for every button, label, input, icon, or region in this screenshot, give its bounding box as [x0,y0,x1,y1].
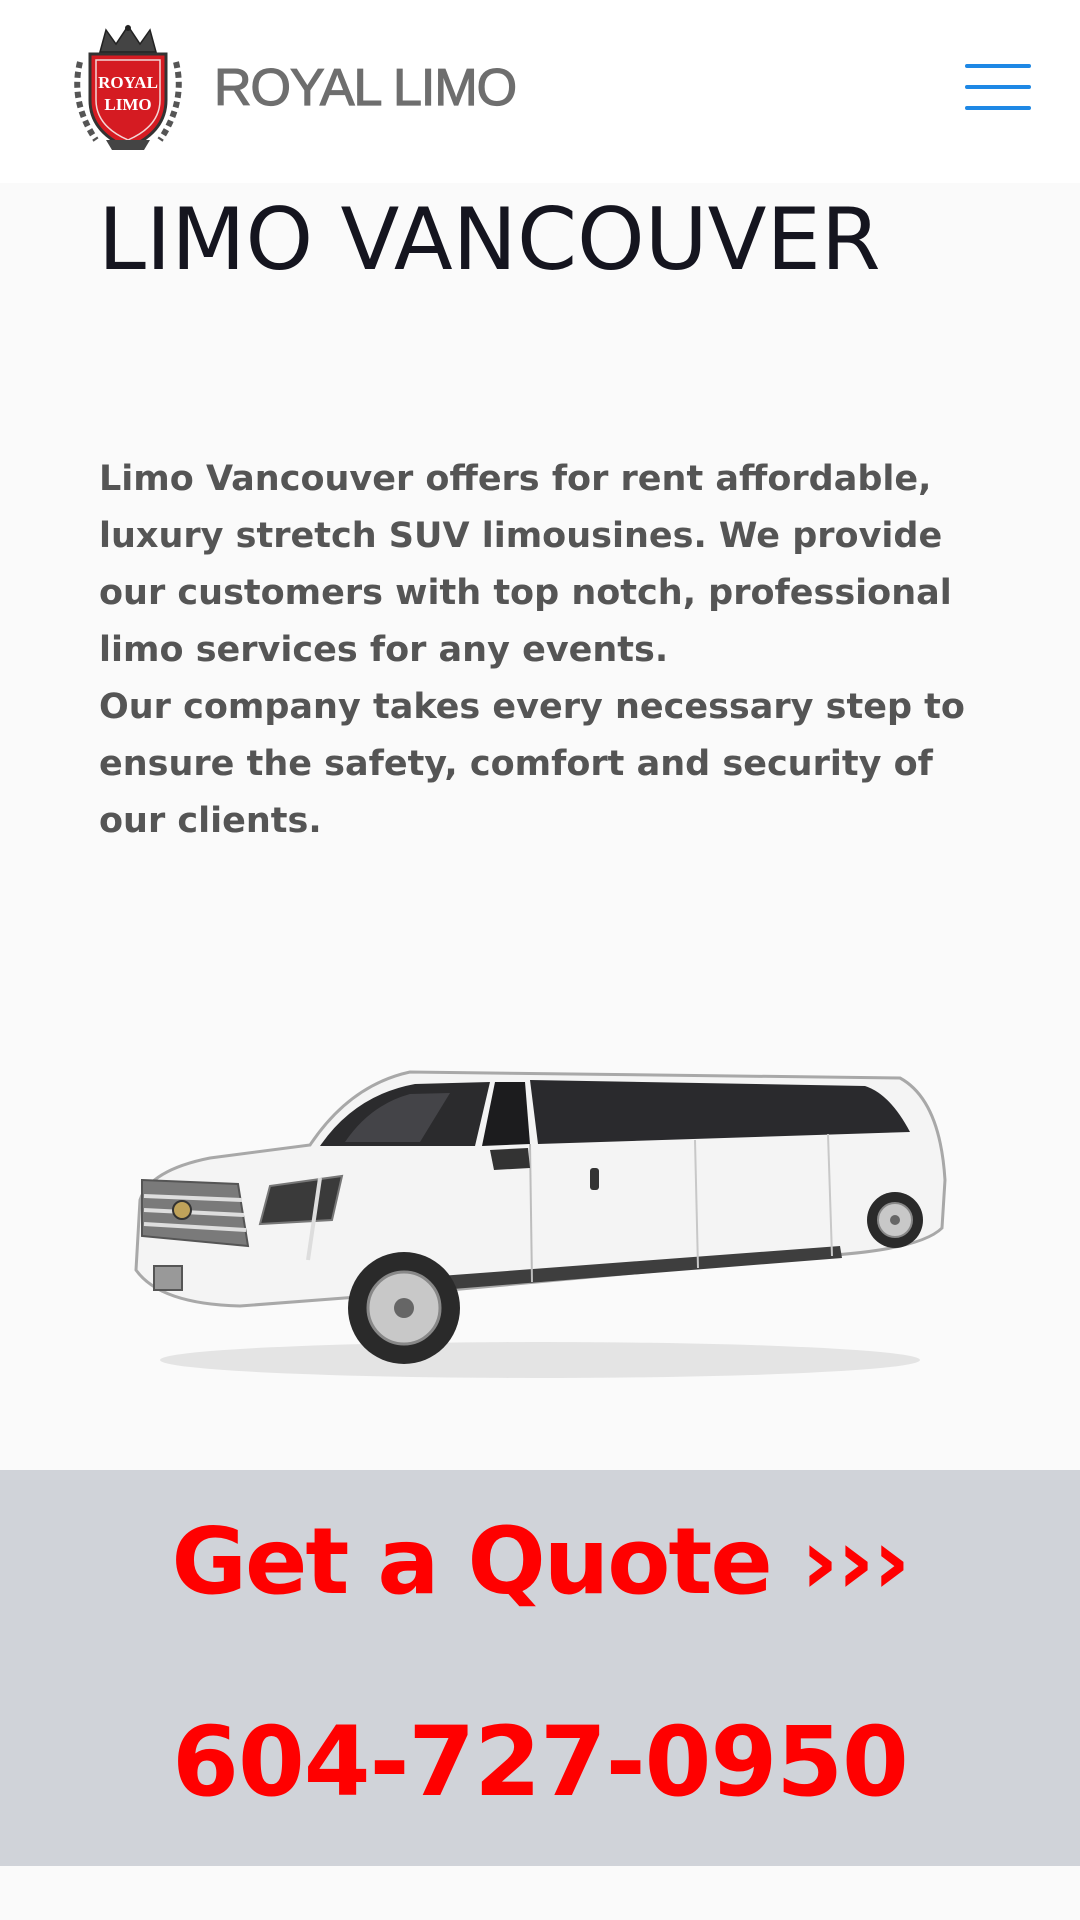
intro-text [99,451,999,850]
menu-bar [965,106,1031,110]
royal-limo-crest-logo[interactable] [66,22,190,154]
phone-number-link[interactable]: 604-727-0950 [172,1706,908,1818]
stretch-limo-image [120,1060,950,1390]
page-title: LIMO VANCOUVER [98,190,881,290]
get-a-quote-link[interactable]: Get a Quote ››› [171,1508,909,1615]
intro-paragraph-1: Limo Vancouver offers for rent affordable, luxury stretch SUV limousines. We provide our customers with top notch, professional limo services for any events. [99,459,952,670]
emblem-text-royal: ROYAL [98,73,158,92]
site-header [0,0,1080,183]
intro-paragraph-2: Our company takes every necessary step to ensure the safety, comfort and security of our clients. [99,687,965,841]
hamburger-menu-icon[interactable] [965,62,1031,112]
menu-bar [965,85,1031,89]
menu-bar [965,64,1031,68]
logo-wordmark[interactable]: ROYAL LIMO [214,59,517,117]
emblem-text-limo: LIMO [104,95,152,114]
